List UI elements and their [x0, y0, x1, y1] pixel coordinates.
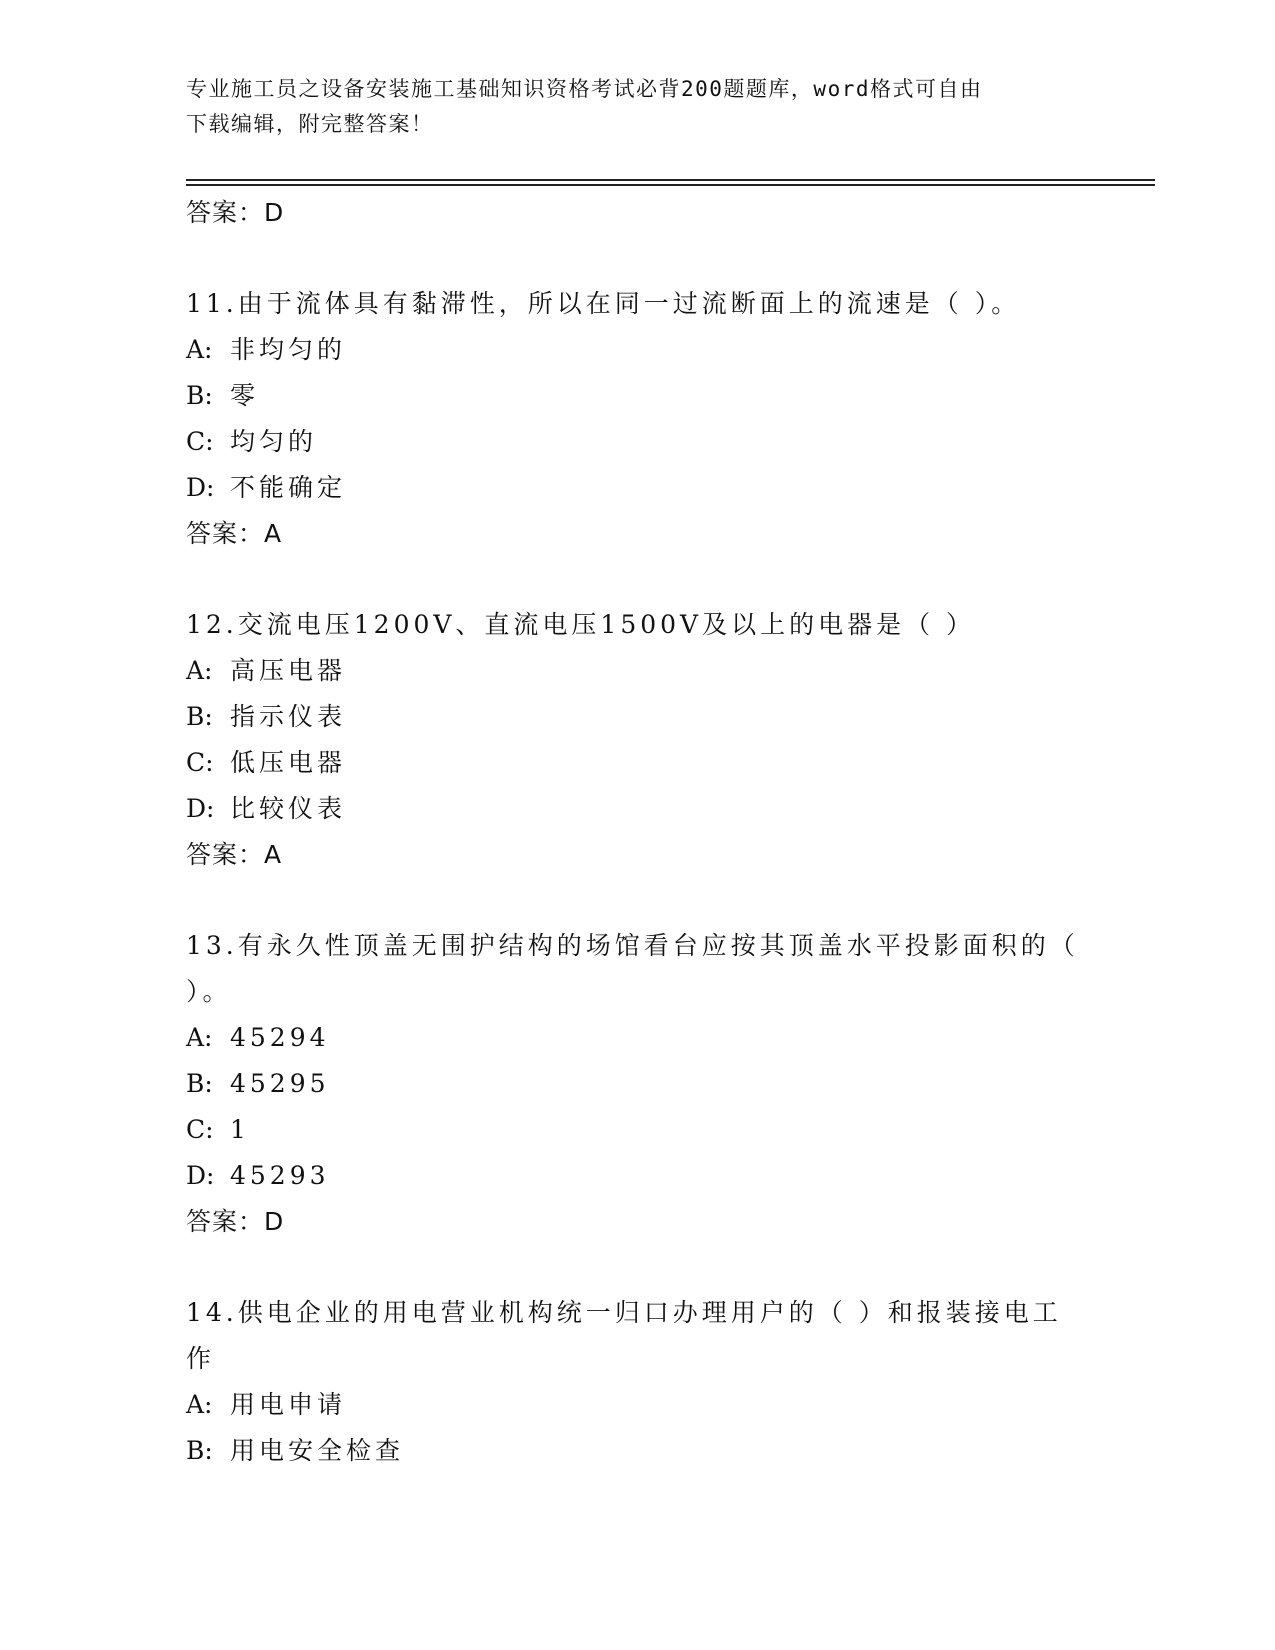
option-letter: B: [186, 381, 213, 410]
option-a [186, 1015, 1086, 1061]
header-rule-top [186, 179, 1155, 181]
option-d [186, 786, 1086, 832]
question-14 [186, 1290, 1086, 1474]
option-letter: B: [186, 702, 213, 731]
option-letter: C: [186, 427, 214, 456]
spacer [186, 1245, 1086, 1290]
option-a [186, 1382, 1086, 1428]
answer-line: 答案：A [186, 519, 283, 548]
option-text: 非均匀的 [230, 335, 347, 364]
option-text: 45295 [230, 1069, 330, 1098]
option-text: 不能确定 [230, 473, 347, 502]
header-rule-bottom [186, 184, 1155, 186]
option-c [186, 419, 1086, 465]
option-b [186, 694, 1086, 740]
header-line-1: 专业施工员之设备安装施工基础知识资格考试必背200题题库，word格式可自由 [186, 77, 983, 101]
option-letter: A: [186, 1023, 213, 1052]
option-b [186, 1061, 1086, 1107]
question-text: 14.供电企业的用电营业机构统一归口办理用户的（ ）和报装接电工 [186, 1298, 1062, 1327]
option-a [186, 648, 1086, 694]
question-13 [186, 923, 1086, 1245]
option-text: 1 [230, 1115, 250, 1144]
question-text: 11.由于流体具有黏滞性，所以在同一过流断面上的流速是（ ）。 [186, 289, 1021, 318]
answer-line: 答案：A [186, 840, 283, 869]
answer-line: 答案：D [186, 1207, 285, 1236]
option-text: 用电申请 [230, 1390, 347, 1419]
option-text: 低压电器 [230, 748, 347, 777]
question-11 [186, 281, 1086, 557]
option-text: 用电安全检查 [230, 1436, 405, 1465]
option-b [186, 1428, 1086, 1474]
option-letter: D: [186, 1161, 215, 1190]
spacer [186, 557, 1086, 602]
option-text: 零 [230, 381, 260, 410]
option-text: 比较仪表 [230, 794, 347, 823]
option-d [186, 1153, 1086, 1199]
document-header [186, 72, 1066, 142]
option-b [186, 373, 1086, 419]
option-text: 45294 [230, 1023, 330, 1052]
answer-line: 答案：D [186, 198, 285, 227]
option-c [186, 740, 1086, 786]
option-text: 45293 [230, 1161, 330, 1190]
option-letter: B: [186, 1436, 213, 1465]
option-letter: A: [186, 335, 213, 364]
option-text: 高压电器 [230, 656, 347, 685]
option-letter: D: [186, 473, 215, 502]
spacer [186, 236, 1086, 281]
question-text: 12.交流电压1200V、直流电压1500V及以上的电器是（ ） [186, 610, 976, 639]
spacer [186, 878, 1086, 923]
option-d [186, 465, 1086, 511]
question-list [186, 190, 1086, 1474]
option-letter: D: [186, 794, 215, 823]
option-letter: A: [186, 1390, 213, 1419]
question-text-continued: 作 [186, 1344, 216, 1373]
option-text: 均匀的 [230, 427, 318, 456]
option-letter: C: [186, 748, 214, 777]
option-c [186, 1107, 1086, 1153]
question-text-continued: ）。 [186, 977, 232, 1006]
option-a [186, 327, 1086, 373]
header-line-2: 下载编辑，附完整答案！ [186, 112, 434, 136]
option-letter: A: [186, 656, 213, 685]
option-letter: C: [186, 1115, 214, 1144]
question-12 [186, 602, 1086, 878]
option-text: 指示仪表 [230, 702, 347, 731]
option-letter: B: [186, 1069, 213, 1098]
question-text: 13.有永久性顶盖无围护结构的场馆看台应按其顶盖水平投影面积的（ [186, 931, 1079, 960]
